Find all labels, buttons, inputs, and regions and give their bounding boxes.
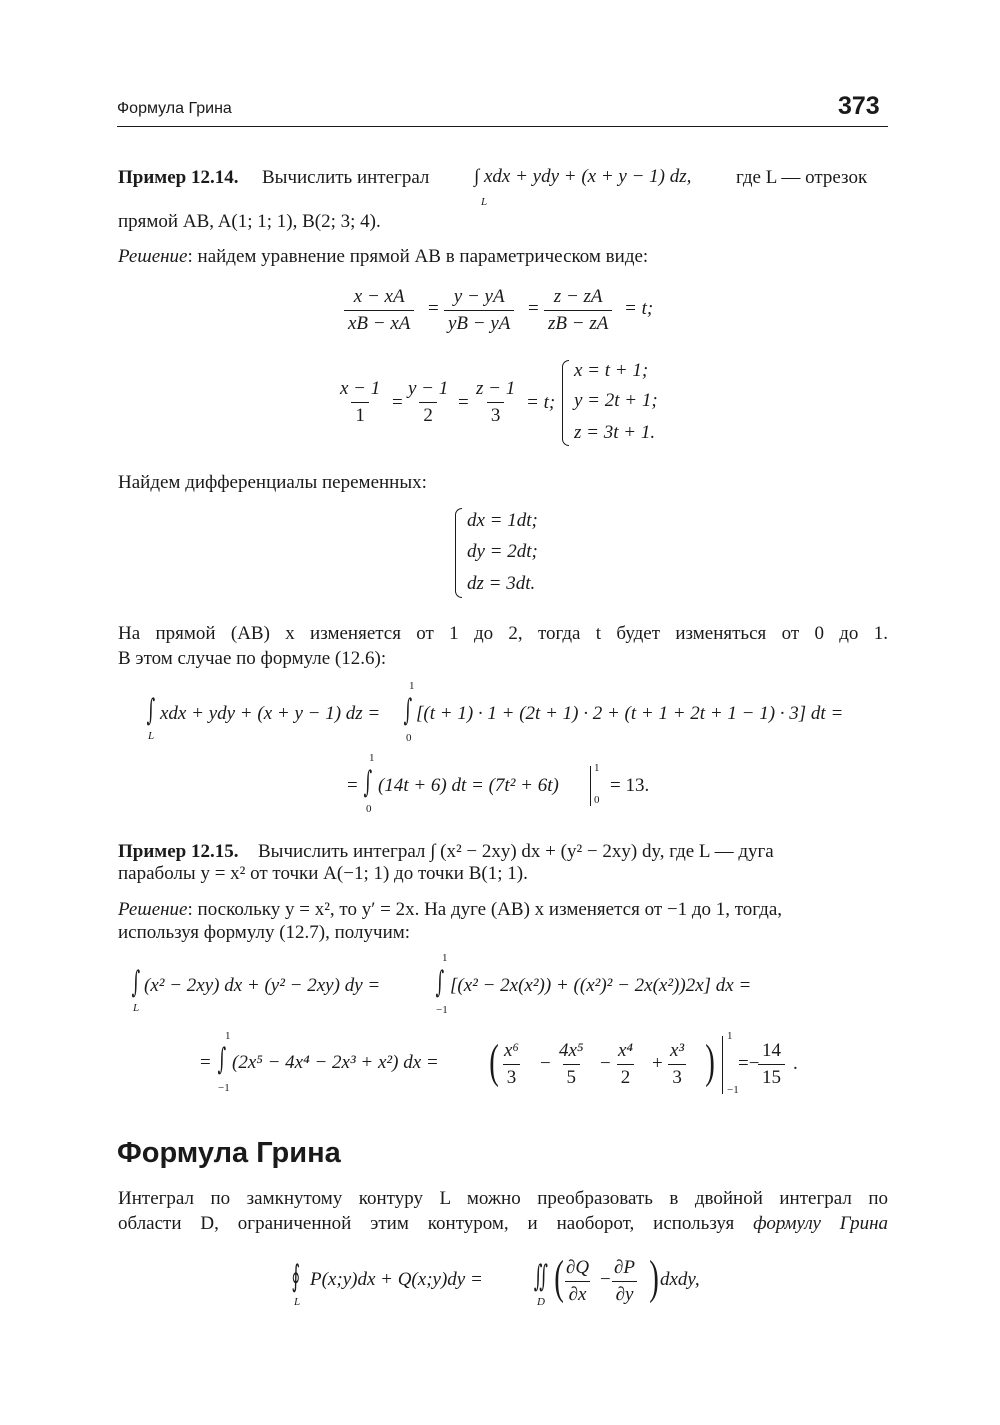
plus-sign: + <box>652 1053 663 1074</box>
limit-upper: 1 <box>409 680 415 692</box>
calc-1215-lhs: (x² − 2xy) dx + (y² − 2xy) dy = <box>144 975 381 996</box>
open-paren: ( <box>489 1035 499 1088</box>
integral-sign: ∫ <box>363 765 373 800</box>
open-paren: ( <box>554 1251 564 1304</box>
poly-fraction-1: $\frac{\text{x⁶}}{3}$ <box>504 1040 520 1088</box>
minus-sign: − <box>540 1053 551 1074</box>
solution-line <box>118 245 648 269</box>
solution-12-15-line1 <box>118 898 782 922</box>
poly-fraction-2: $\frac{\text{4x⁵}}{5}$ <box>559 1040 584 1088</box>
limit-lower: 0 <box>406 732 412 744</box>
limit-L: L <box>133 1002 140 1014</box>
poly-fraction-4: $\frac{\text{x³}}{3}$ <box>670 1040 685 1088</box>
example-12-15-line2: параболы y = x² от точки A(−1; 1) до точки B(1; 1). <box>118 863 528 884</box>
partial-q-x: $\frac{\partial Q}{\partial x}$ <box>566 1257 590 1305</box>
eval-upper: 1 <box>594 762 600 774</box>
limit-L: L <box>481 196 488 208</box>
limit-lower: −1 <box>436 1004 448 1016</box>
integral-sign: ∫ <box>146 693 156 728</box>
poly-fraction-3: $\frac{\text{x⁴}}{2}$ <box>618 1040 634 1088</box>
differentials-intro: Найдем дифференциалы переменных: <box>118 472 427 493</box>
limit-upper: 1 <box>369 752 375 764</box>
equals-sign: = <box>200 1052 211 1073</box>
calc-1214-result: = 13. <box>610 775 650 796</box>
canonical-rhs: = t; <box>624 298 654 319</box>
eval-upper: 1 <box>727 1030 733 1042</box>
equals-sign: = <box>458 392 469 413</box>
calc-1214-line2: (14t + 6) dt = (7t² + 6t) <box>378 775 559 796</box>
system-eq-z: z = 3t + 1. <box>574 422 656 443</box>
green-formula-tail: dxdy, <box>660 1269 700 1290</box>
contour-integral-sign: ∮ <box>291 1259 301 1294</box>
numeric-fraction-z: $\frac{z - 1}{3}$ <box>476 378 516 426</box>
limit-D: D <box>537 1296 545 1308</box>
solution-text: : найдем уравнение прямой AB в параметрическом виде: <box>187 246 649 267</box>
example-12-14-integral: ∫ xdx + ydy + (x + y − 1) dz, <box>474 166 692 187</box>
example-12-14-line2: прямой AB, A(1; 1; 1), B(2; 3; 4). <box>118 211 381 232</box>
double-integral-sign: ∬ <box>533 1259 548 1294</box>
limit-lower: −1 <box>218 1082 230 1094</box>
evaluation-bar <box>590 766 591 806</box>
limit-L: L <box>148 730 155 742</box>
green-line-2 <box>118 1212 888 1236</box>
integral-sign: ∫ <box>403 693 413 728</box>
differential-dy: dy = 2dt; <box>467 541 538 562</box>
period: . <box>793 1053 798 1074</box>
canonical-fraction-y: $\frac{y - yA}{yB - yA}$ <box>444 286 514 335</box>
equals-sign: = <box>347 775 358 796</box>
example-12-14-label: Пример 12.14. <box>118 167 239 188</box>
limit-lower: 0 <box>366 803 372 815</box>
limit-upper: 1 <box>442 952 448 964</box>
example-12-14-prompt: Вычислить интеграл <box>262 167 430 188</box>
differentials-brace <box>455 508 462 598</box>
integral-sign: ∫ <box>217 1042 227 1077</box>
close-paren: ) <box>705 1035 715 1088</box>
system-eq-x: x = t + 1; <box>574 360 649 381</box>
calc-1215-rhs: [(x² − 2x(x²)) + ((x²)² − 2x(x²))2x] dx = <box>450 975 752 996</box>
equals-sign: = <box>428 298 439 319</box>
canonical-fraction-z: $\frac{z - zA}{zB - zA}$ <box>544 286 612 335</box>
paragraph-line-1: На прямой (AB) x изменяется от 1 до 2, тогда t будет изменяться от 0 до 1. <box>118 623 888 644</box>
solution-label: Решение <box>118 899 188 920</box>
green-formula-term: формулу Грина <box>753 1213 889 1234</box>
numeric-fraction-x: $\frac{x - 1}{1}$ <box>340 378 381 426</box>
equals-sign: = <box>392 392 403 413</box>
example-12-15-line1: Вычислить интеграл ∫ (x² − 2xy) dx + (y² − 2xy) dy, где L — дуга <box>258 841 774 862</box>
eval-lower: 0 <box>594 794 600 806</box>
integral-sign: ∫ <box>435 965 445 1000</box>
green-line-1: Интеграл по замкнутому контуру L можно преобразовать в двойной интеграл по <box>118 1188 888 1209</box>
equals-sign: = <box>528 298 539 319</box>
green-line-2-text: области D, ограниченной этим контуром, и наоборот, используя <box>118 1213 735 1234</box>
system-eq-y: y = 2t + 1; <box>574 390 658 411</box>
limit-upper: 1 <box>225 1030 231 1042</box>
canonical-fraction-x: $\frac{x - xA}{xB - xA}$ <box>344 286 414 335</box>
evaluation-bar <box>722 1036 723 1094</box>
solution-label: Решение <box>118 246 188 267</box>
limit-L: L <box>294 1296 301 1308</box>
differential-dz: dz = 3dt. <box>467 573 536 594</box>
numeric-fraction-y: $\frac{y - 1}{2}$ <box>408 378 449 426</box>
minus-sign: − <box>600 1269 611 1290</box>
example-12-14-tail: где L — отрезок <box>736 167 868 188</box>
integral-sign: ∫ <box>131 965 141 1000</box>
paragraph-line-2: В этом случае по формуле (12.6): <box>118 648 387 669</box>
example-12-15-label: Пример 12.15. <box>118 841 239 862</box>
numeric-rhs: = t; <box>526 392 556 413</box>
minus-sign: − <box>600 1053 611 1074</box>
calc-1215-line2-lhs: (2x⁵ − 4x⁴ − 2x³ + x²) dx = <box>232 1052 439 1073</box>
calc-1214-rhs: [(t + 1) · 1 + (2t + 1) · 2 + (t + 1 + 2t + 1 − 1) · 3] dt = <box>416 703 844 724</box>
equals-minus: =− <box>738 1053 760 1074</box>
calc-1214-lhs: xdx + ydy + (x + y − 1) dz = <box>160 703 381 724</box>
page-number: 373 <box>838 92 880 120</box>
eval-lower: −1 <box>727 1084 739 1096</box>
section-heading: Формула Грина <box>117 1137 341 1169</box>
running-title: Формула Грина <box>117 100 232 117</box>
result-fraction: $\frac{14}{15}$ <box>758 1040 785 1089</box>
differential-dx: dx = 1dt; <box>467 510 538 531</box>
close-paren: ) <box>649 1251 659 1304</box>
green-formula-lhs: P(x;y)dx + Q(x;y)dy = <box>310 1269 483 1290</box>
header-rule <box>117 126 888 127</box>
solution-12-15-line2: используя формулу (12.7), получим: <box>118 922 411 943</box>
partial-p-y: $\frac{\partial P}{\partial y}$ <box>610 1257 639 1306</box>
system-brace <box>562 360 569 446</box>
solution-text: : поскольку y = x², то y′ = 2x. На дуге (AB) x изменяется от −1 до 1, тогда, <box>187 899 783 920</box>
